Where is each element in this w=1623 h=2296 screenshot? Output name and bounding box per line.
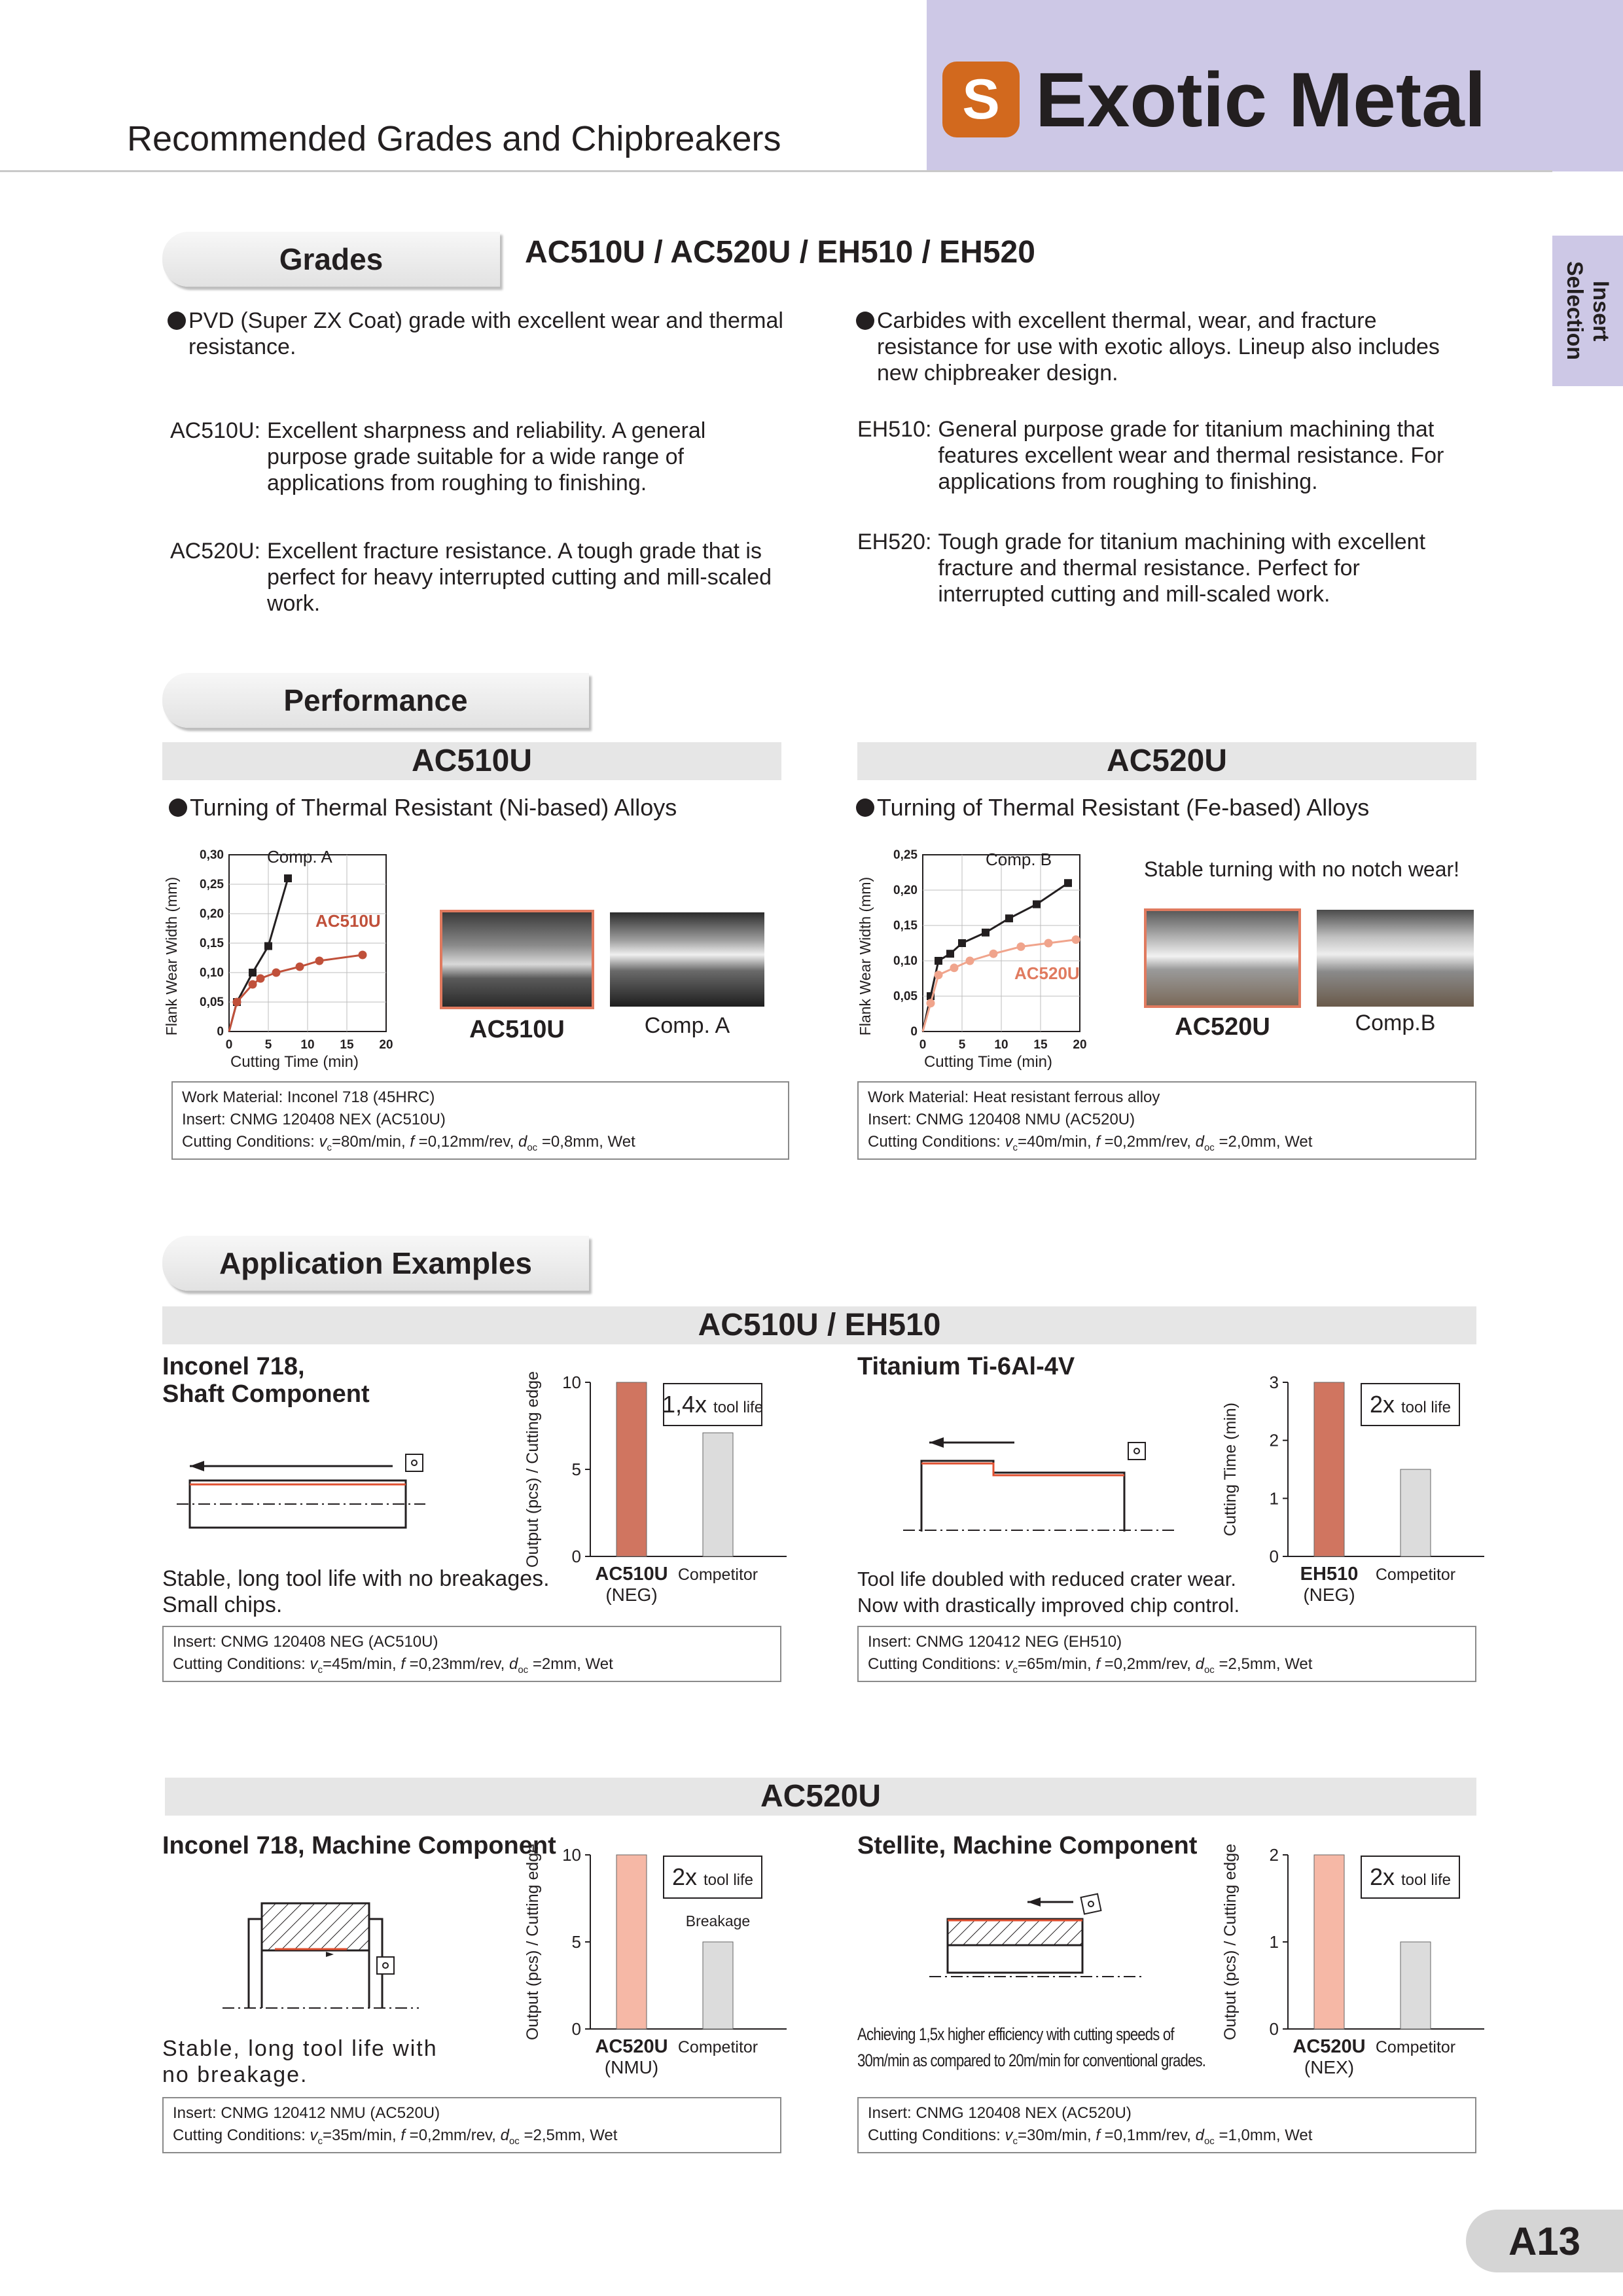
x-tick-label: 10 [300, 1038, 315, 1052]
y-axis-label: Flank Wear Width (mm) [857, 876, 874, 1036]
page-number: A13 [1466, 2210, 1623, 2272]
depth-value: =2,0mm, [1214, 1133, 1285, 1151]
photo-label-comp-b: Comp.B [1355, 1011, 1436, 1035]
y-axis-label: Output (pcs) / Cutting edge [1221, 1843, 1240, 2041]
grade-description: General purpose grade for titanium machining that features excellent wear and thermal resistance. For applications from roughing to finishing. [938, 417, 1444, 494]
callout-multiplier: 2x [1369, 1863, 1401, 1890]
speed-symbol: v [310, 2126, 318, 2144]
perf-left-conditions [171, 1081, 789, 1160]
y-tick-label: 1 [1269, 1932, 1279, 1952]
x-tick-label: 15 [340, 1038, 354, 1052]
grade-eh520 [857, 529, 1466, 607]
workpiece-outline [921, 1461, 1124, 1532]
photo-ac520u-insert [1144, 908, 1301, 1008]
data-point [1064, 879, 1072, 887]
grade-label: AC520U: [170, 539, 260, 564]
depth-symbol: d [1195, 1655, 1204, 1673]
data-point [315, 957, 324, 965]
category-label: Competitor [677, 1566, 758, 1584]
speed-subscript: c [327, 1141, 332, 1153]
feed-symbol: f [1096, 2126, 1101, 2144]
y-tick-label: 0 [571, 2019, 581, 2039]
y-tick-label: 0,15 [893, 919, 918, 933]
y-tick-label: 0,20 [200, 907, 224, 921]
grades-heading: Grades [162, 232, 500, 287]
data-point [958, 939, 966, 947]
insert-icon [1128, 1443, 1145, 1460]
data-point [249, 969, 257, 977]
feed-arrow-head [1027, 1897, 1041, 1907]
insert-spec: Insert: CNMG 120408 NEG (AC510U) [173, 1633, 438, 1651]
depth-subscript: oc [1204, 1664, 1215, 1676]
grades-right-bullet: Carbides with excellent thermal, wear, and fracture resistance for use with exotic alloys. Lineup also includes new chipbreaker design. [877, 308, 1466, 386]
depth-value: =2,5mm, [519, 2126, 590, 2144]
cutting-conditions [173, 1653, 771, 1681]
coolant-value: Wet [585, 1655, 613, 1673]
ex1-title-line1: Inconel 718, [162, 1353, 305, 1380]
header-rule [0, 170, 1552, 172]
feed-symbol: f [1096, 1133, 1101, 1151]
insert-icon [406, 1454, 423, 1471]
feed-arrow-head [326, 1952, 334, 1957]
speed-subscript: c [317, 2135, 323, 2147]
category-label: AC520U [595, 2036, 668, 2057]
feed-arrow-head [190, 1461, 204, 1471]
depth-subscript: oc [1204, 1141, 1215, 1153]
ex3-caption-line1: Stable, long tool life with [162, 2036, 438, 2061]
bar [703, 1433, 733, 1556]
y-tick-label: 0,10 [893, 954, 918, 968]
data-point [1017, 942, 1026, 951]
feed-symbol: f [1096, 1655, 1101, 1673]
category-label: AC510U [595, 1564, 668, 1585]
applications-heading: Application Examples [162, 1236, 589, 1291]
grade-ac510u [170, 418, 785, 496]
coolant-value: Wet [1285, 2126, 1313, 2144]
grade-label: EH510: [857, 417, 932, 442]
speed-value: =45m/min, [322, 1655, 401, 1673]
ex3-title: Inconel 718, Machine Component [162, 1832, 556, 1859]
category-badge: S [942, 62, 1020, 137]
y-tick-label: 0,30 [200, 848, 224, 862]
insert-spec: Insert: CNMG 120408 NEX (AC520U) [868, 2104, 1132, 2122]
y-tick-label: 0,20 [893, 884, 918, 897]
ex1-caption-line1: Stable, long tool life with no breakages. [162, 1566, 550, 1591]
y-tick-label: 0 [1269, 1547, 1279, 1566]
series-label: AC520U [1014, 963, 1080, 983]
ex4-conditions [857, 2097, 1476, 2153]
ex2-caption-line2: Now with drastically improved chip control. [857, 1594, 1240, 1617]
bar [703, 1942, 733, 2029]
x-tick-label: 20 [379, 1038, 393, 1052]
category-label: Competitor [1375, 1566, 1456, 1584]
conditions-label: Cutting Conditions: [173, 1655, 310, 1673]
coolant-value: Wet [607, 1133, 635, 1151]
category-label: EH510 [1300, 1564, 1359, 1585]
y-tick-label: 0,05 [893, 990, 918, 1003]
machine-component-diagram [223, 1892, 419, 2016]
y-axis-label: Flank Wear Width (mm) [163, 876, 180, 1036]
grades-title: AC510U / AC520U / EH510 / EH520 [525, 235, 1035, 270]
speed-value: =40m/min, [1017, 1133, 1096, 1151]
depth-subscript: oc [527, 1141, 538, 1153]
coolant-value: Wet [1285, 1133, 1313, 1151]
work-material: Work Material: Heat resistant ferrous alloy [868, 1088, 1160, 1106]
ex4-caption-line1: Achieving 1,5x higher efficiency with cutting speeds of [857, 2024, 1174, 2044]
work-material: Work Material: Inconel 718 (45HRC) [182, 1088, 435, 1106]
page-title: Exotic Metal [1035, 57, 1486, 143]
data-point [296, 963, 304, 971]
callout-caption: tool life [703, 1871, 754, 1889]
feed-value: =0,2mm/rev, [1100, 1133, 1196, 1151]
speed-value: =35m/min, [322, 2126, 401, 2144]
speed-subscript: c [1012, 1664, 1018, 1676]
photo-label-comp-a: Comp. A [644, 1013, 730, 1038]
data-point [264, 942, 272, 950]
conditions-label: Cutting Conditions: [173, 2126, 310, 2144]
stellite-diagram [929, 1888, 1178, 1986]
wear-chart-left [157, 842, 406, 1077]
y-tick-label: 0,10 [200, 966, 224, 980]
depth-value: =0,8mm, [537, 1133, 608, 1151]
coolant-value: Wet [590, 2126, 618, 2144]
ex2-caption-line1: Tool life doubled with reduced crater wear. [857, 1568, 1236, 1590]
data-point [935, 957, 942, 965]
y-tick-label: 2 [1269, 1430, 1279, 1450]
y-tick-label: 0 [571, 1547, 581, 1566]
applications-bar-1: AC510U / EH510 [162, 1306, 1476, 1344]
y-tick-label: 0 [1269, 2019, 1279, 2039]
y-tick-label: 2 [1269, 1845, 1279, 1865]
photo-label-ac520u: AC520U [1175, 1013, 1270, 1041]
performance-heading: Performance [162, 673, 589, 728]
shaft-diagram [177, 1440, 425, 1538]
performance-right-bar: AC520U [857, 742, 1476, 780]
feed-value: =0,23mm/rev, [405, 1655, 509, 1673]
speed-subscript: c [1012, 1141, 1018, 1153]
callout-caption: tool life [713, 1399, 764, 1416]
category-sublabel: (NMU) [604, 2057, 659, 2077]
cutting-conditions [868, 2125, 1466, 2153]
x-tick-label: 5 [264, 1038, 272, 1052]
depth-symbol: d [500, 2126, 509, 2144]
depth-symbol: d [1195, 1133, 1204, 1151]
speed-value: =30m/min, [1017, 2126, 1096, 2144]
side-tab-label: Insert Selection [1562, 261, 1613, 361]
data-point [233, 998, 241, 1007]
x-tick-label: 0 [225, 1038, 233, 1052]
data-point [359, 951, 367, 960]
callout-multiplier: 2x [671, 1863, 704, 1890]
hatched-section [948, 1919, 1082, 1945]
feed-value: =0,2mm/rev, [405, 2126, 501, 2144]
depth-symbol: d [508, 1655, 518, 1673]
insert-spec: Insert: CNMG 120412 NEG (EH510) [868, 1633, 1122, 1651]
ex1-caption-line2: Small chips. [162, 1592, 283, 1617]
wear-chart-right [851, 842, 1099, 1077]
bar [1314, 1382, 1344, 1556]
ex3-conditions [162, 2097, 781, 2153]
bar [616, 1382, 647, 1556]
depth-value: =2,5mm, [1214, 1655, 1285, 1673]
bar-chart-ex2 [1215, 1365, 1516, 1614]
data-point [1072, 935, 1080, 944]
series-label: Comp. B [986, 850, 1052, 869]
coolant-value: Wet [1285, 1655, 1313, 1673]
performance-right-bullet: Turning of Thermal Resistant (Fe-based) Alloys [877, 794, 1370, 821]
y-axis-label: Cutting Time (min) [1221, 1402, 1240, 1537]
category-sublabel: (NEG) [1303, 1585, 1355, 1605]
bar-chart-ex4 [1215, 1838, 1516, 2087]
photo-label-ac510u: AC510U [469, 1016, 565, 1043]
cutting-conditions [868, 1131, 1466, 1159]
conditions-label: Cutting Conditions: [868, 2126, 1005, 2144]
feed-arrow-head [929, 1437, 944, 1448]
performance-note: Stable turning with no notch wear! [1144, 857, 1460, 881]
y-tick-label: 0,25 [893, 848, 918, 862]
x-axis-label: Cutting Time (min) [923, 1053, 1053, 1071]
y-axis-label: Output (pcs) / Cutting edge [524, 1843, 542, 2041]
bar-chart-ex1 [517, 1365, 818, 1614]
data-point [249, 980, 257, 989]
ex4-title: Stellite, Machine Component [857, 1832, 1198, 1859]
workpiece-outline [948, 1945, 1082, 1973]
x-axis-label: Cutting Time (min) [230, 1053, 359, 1071]
data-point [946, 950, 954, 958]
ex2-conditions [857, 1626, 1476, 1682]
ex1-conditions [162, 1626, 781, 1682]
y-tick-label: 3 [1269, 1372, 1279, 1392]
y-tick-label: 5 [571, 1460, 581, 1479]
depth-symbol: d [1195, 2126, 1204, 2144]
insert-icon [1081, 1894, 1101, 1914]
bar [1400, 1942, 1431, 2029]
y-tick-label: 0,05 [200, 996, 224, 1009]
data-point [982, 929, 990, 937]
conditions-label: Cutting Conditions: [182, 1133, 319, 1151]
callout-caption: tool life [1400, 1399, 1452, 1416]
depth-subscript: oc [508, 2135, 520, 2147]
feed-symbol: f [401, 1655, 406, 1673]
bar [1400, 1469, 1431, 1556]
category-label: Competitor [1375, 2038, 1456, 2056]
bar [1314, 1855, 1344, 2029]
grade-label: AC510U: [170, 418, 260, 443]
speed-symbol: v [310, 1655, 318, 1673]
feed-symbol: f [410, 1133, 415, 1151]
cutting-conditions [173, 2125, 771, 2153]
category-label: AC520U [1293, 2036, 1366, 2057]
insert-spec: Insert: CNMG 120408 NMU (AC520U) [868, 1111, 1135, 1128]
depth-value: =2mm, [528, 1655, 586, 1673]
series-label: Comp. A [267, 847, 332, 867]
insert-spec: Insert: CNMG 120412 NMU (AC520U) [173, 2104, 440, 2122]
photo-comp-b-insert [1317, 910, 1474, 1007]
speed-subscript: c [317, 1664, 323, 1676]
ex3-caption-line2: no breakage. [162, 2062, 308, 2087]
y-tick-label: 10 [562, 1372, 581, 1392]
applications-bar-2: AC520U [165, 1778, 1476, 1816]
feed-value: =0,1mm/rev, [1100, 2126, 1196, 2144]
category-label: Competitor [677, 2038, 758, 2056]
photo-ac510u-insert [440, 910, 594, 1009]
data-point [927, 999, 935, 1007]
cutting-conditions [868, 1653, 1466, 1681]
grade-eh510 [857, 416, 1466, 495]
y-tick-label: 10 [562, 1845, 581, 1865]
x-tick-label: 10 [994, 1038, 1008, 1052]
y-tick-label: 0,25 [200, 878, 224, 891]
flange-left [249, 1919, 262, 2008]
speed-subscript: c [1012, 2135, 1018, 2147]
cutting-conditions [182, 1131, 779, 1159]
grade-description: Excellent fracture resistance. A tough grade that is perfect for heavy interrupted cutting and mill-scaled work. [266, 539, 772, 616]
perf-right-conditions [857, 1081, 1476, 1160]
performance-left-bullet: Turning of Thermal Resistant (Ni-based) Alloys [190, 794, 677, 821]
callout-caption: tool life [1400, 1871, 1452, 1889]
x-tick-label: 20 [1073, 1038, 1087, 1052]
data-point [272, 969, 281, 977]
performance-left-bar: AC510U [162, 742, 781, 780]
category-sublabel: (NEG) [605, 1585, 658, 1605]
data-point [935, 971, 943, 979]
feed-value: =0,2mm/rev, [1100, 1655, 1196, 1673]
speed-value: =80m/min, [331, 1133, 410, 1151]
insert-spec: Insert: CNMG 120408 NEX (AC510U) [182, 1111, 446, 1128]
insert-icon [377, 1957, 394, 1974]
y-tick-label: 0 [910, 1025, 918, 1039]
page-subtitle: Recommended Grades and Chipbreakers [127, 119, 781, 158]
grade-description: Excellent sharpness and reliability. A general purpose grade suitable for a wide range of applications from roughing to finishing. [266, 418, 706, 495]
grades-left-bullet: PVD (Super ZX Coat) grade with excellent wear and thermal resistance. [188, 308, 791, 360]
series-label: AC510U [315, 911, 381, 931]
conditions-label: Cutting Conditions: [868, 1655, 1005, 1673]
data-point [257, 975, 265, 983]
y-tick-label: 0,15 [200, 937, 224, 950]
conditions-label: Cutting Conditions: [868, 1133, 1005, 1151]
data-point [950, 963, 959, 972]
data-point [990, 950, 998, 958]
bar [616, 1855, 647, 2029]
speed-value: =65m/min, [1017, 1655, 1096, 1673]
speed-symbol: v [1005, 1133, 1013, 1151]
data-point [1033, 901, 1041, 908]
y-tick-label: 1 [1269, 1488, 1279, 1509]
depth-subscript: oc [518, 1664, 529, 1676]
feed-value: =0,12mm/rev, [414, 1133, 518, 1151]
y-tick-label: 0 [217, 1025, 224, 1039]
bar-chart-ex3 [517, 1838, 818, 2087]
grade-description: Tough grade for titanium machining with excellent fracture and thermal resistance. Perfect for interrupted cutting and mill-scaled work. [938, 529, 1426, 607]
depth-symbol: d [518, 1133, 527, 1151]
x-tick-label: 5 [958, 1038, 966, 1052]
callout-multiplier: 1,4x [662, 1391, 713, 1418]
ex1-title-line2: Shaft Component [162, 1380, 370, 1408]
speed-symbol: v [1005, 1655, 1013, 1673]
data-point [1044, 939, 1053, 948]
depth-value: =1,0mm, [1214, 2126, 1285, 2144]
ex2-title: Titanium Ti-6Al-4V [857, 1353, 1075, 1380]
y-axis-label: Output (pcs) / Cutting edge [524, 1371, 542, 1568]
ex4-caption-line2: 30m/min as compared to 20m/min for conventional grades. [857, 2051, 1206, 2070]
data-point [1005, 914, 1013, 922]
category-sublabel: (NEX) [1304, 2057, 1355, 2077]
grade-ac520u [170, 538, 785, 617]
data-point [966, 957, 974, 965]
x-tick-label: 15 [1033, 1038, 1048, 1052]
hatched-section [262, 1903, 369, 1950]
titanium-diagram [851, 1427, 1191, 1538]
y-tick-label: 5 [571, 1932, 581, 1952]
grade-label: EH520: [857, 529, 932, 554]
feed-symbol: f [401, 2126, 406, 2144]
bar-note: Breakage [685, 1912, 751, 1929]
speed-symbol: v [319, 1133, 327, 1151]
depth-subscript: oc [1204, 2135, 1215, 2147]
callout-multiplier: 2x [1369, 1391, 1401, 1418]
data-point [284, 874, 292, 882]
speed-symbol: v [1005, 2126, 1013, 2144]
x-tick-label: 0 [919, 1038, 927, 1052]
photo-comp-a-insert [610, 912, 764, 1007]
